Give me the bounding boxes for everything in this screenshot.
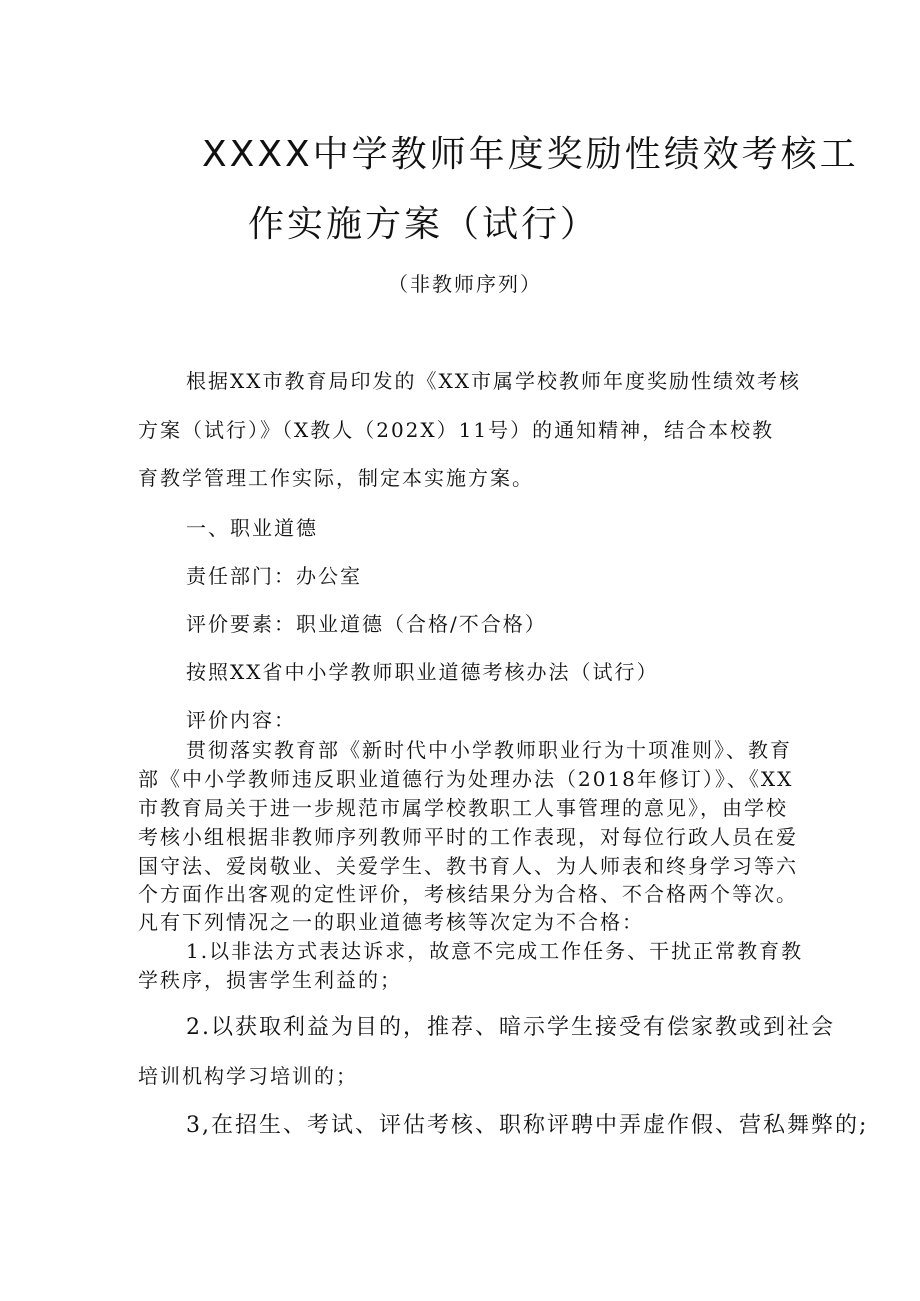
- list-item-2-line-2: 培训机构学习培训的；: [138, 1064, 358, 1088]
- section-heading: 一、职业道德: [186, 516, 318, 540]
- responsible-department: 责任部门：办公室: [186, 564, 362, 588]
- content-line: 贯彻落实教育部《新时代中小学教师职业行为十项准则》、教育: [186, 738, 792, 762]
- list-item-2-line-1: 2.以获取利益为目的，推荐、暗示学生接受有偿家教或到社会: [186, 1015, 835, 1040]
- document-title-line-1: XXXX中学教师年度奖励性绩效考核工: [202, 134, 859, 175]
- document-subtitle: （非教师序列）: [388, 272, 542, 296]
- content-line: 国守法、爱岗敬业、关爱学生、教书育人、为人师表和终身学习等六: [138, 854, 798, 878]
- list-item-1-line-1: 1.以非法方式表达诉求，故意不完成工作任务、干扰正常教育教: [186, 939, 804, 963]
- evaluation-elements: 评价要素：职业道德（合格/不合格）: [186, 612, 547, 636]
- content-line: 市教育局关于进一步规范市属学校教职工人事管理的意见》，由学校: [138, 796, 788, 820]
- content-line: 考核小组根据非教师序列教师平时的工作表现，对每位行政人员在爱: [138, 825, 798, 849]
- document-title-line-2: 作实施方案（试行）: [248, 204, 600, 245]
- intro-line-1: 根据XX市教育局印发的《XX市属学校教师年度奖励性绩效考核: [186, 369, 801, 393]
- evaluation-basis: 按照XX省中小学教师职业道德考核办法（试行）: [186, 660, 659, 684]
- intro-line-2: 方案（试行）》（X教人（202X）11号）的通知精神，结合本校教: [138, 418, 775, 442]
- evaluation-content-label: 评价内容：: [186, 708, 296, 732]
- content-line: 凡有下列情况之一的职业道德考核等次定为不合格：: [138, 910, 644, 934]
- intro-line-3: 育教学管理工作实际，制定本实施方案。: [138, 466, 534, 490]
- content-line: 部《中小学教师违反职业道德行为处理办法（2018年修订）》、《XX: [138, 767, 794, 791]
- list-item-1-line-2: 学秩序，损害学生利益的；: [138, 968, 402, 992]
- content-line: 个方面作出客观的定性评价，考核结果分为合格、不合格两个等次。: [138, 882, 798, 906]
- list-item-3: 3,在招生、考试、评估考核、职称评聘中弄虚作假、营私舞弊的;: [186, 1113, 869, 1138]
